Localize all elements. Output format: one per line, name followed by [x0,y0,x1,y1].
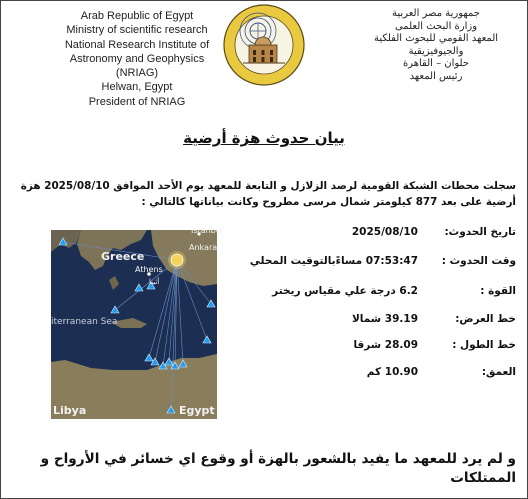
closing-paragraph: و لم يرد للمعهد ما يفيد بالشعور بالهزة أو وقوع اي خسائر في الأرواح و الممتلكات [40,451,516,486]
header-en-line: President of NRIAG [88,95,186,108]
depth-value: 10.90 كم [366,366,418,378]
magnitude-value: 6.2 درجة علي مقياس ريختر [272,285,418,297]
map-label-athens: Athens [135,265,163,274]
page-title [0,129,528,147]
map-label-athens-ar: أثينا [149,278,160,286]
page-title-text: بيان حدوث هزة أرضية [183,129,345,147]
intro-paragraph: سجلت محطات الشبكة القومية لرصد الزلازل و التابعة للمعهد يوم الأحد الموافق 2025/08/10 هزة أرضية على بعد 877 كيلومتر شمال مرسى مطروح وكانت بياناتها كالتالي : [20,180,516,208]
header-en-line: (NRIAG) [115,67,159,80]
header-en-line: Ministry of scientific research [66,24,208,37]
epicenter-marker [171,254,183,266]
map-label-istanbul: Istanbul [191,226,224,235]
header-ar-line: جمهورية مصر العربية [392,8,480,19]
longitude-value: 28.09 شرقا [353,339,418,351]
date-label: تاريخ الحدوث: [444,226,516,238]
header-en-line: National Research Institute of [64,38,210,51]
time-label: وقت الحدوث : [441,255,516,267]
header-ar-line: المعهد القومي للبحوث الفلكية [373,33,499,45]
header-english [52,9,222,109]
header-ar-line: حلوان – القاهرة [402,58,470,70]
latitude-label: خط العرض: [455,313,516,325]
latitude-value: 39.19 شمالا [351,313,418,325]
map-label-ankara: Ankara [189,243,218,252]
date-value: 2025/08/10 [351,226,418,238]
magnitude-label: القوة : [480,285,516,297]
map-label-sea: iterranean Sea [51,317,118,327]
map-label-libya: Libya [53,404,87,417]
seismic-station-map [51,226,224,419]
depth-label: العمق: [481,366,516,378]
header-en-line: Helwan, Egypt [101,81,173,94]
map-label-egypt: Egypt [179,404,215,417]
header-arabic [356,8,516,84]
header-en-line: Arab Republic of Egypt [80,10,194,22]
nriag-logo [222,3,306,87]
header-ar-line: وزارة البحث العلمى [394,20,478,32]
time-value: 07:53:47 مساءًبالتوقيت المحلي [249,255,418,267]
map-label-greece: Greece [101,250,145,263]
header-ar-line: رئيس المعهد [409,70,463,82]
header-en-line: Astronomy and Geophysics [69,52,205,65]
header-ar-line: والجيوفيزيقية [408,45,464,57]
longitude-label: خط الطول : [452,339,516,351]
